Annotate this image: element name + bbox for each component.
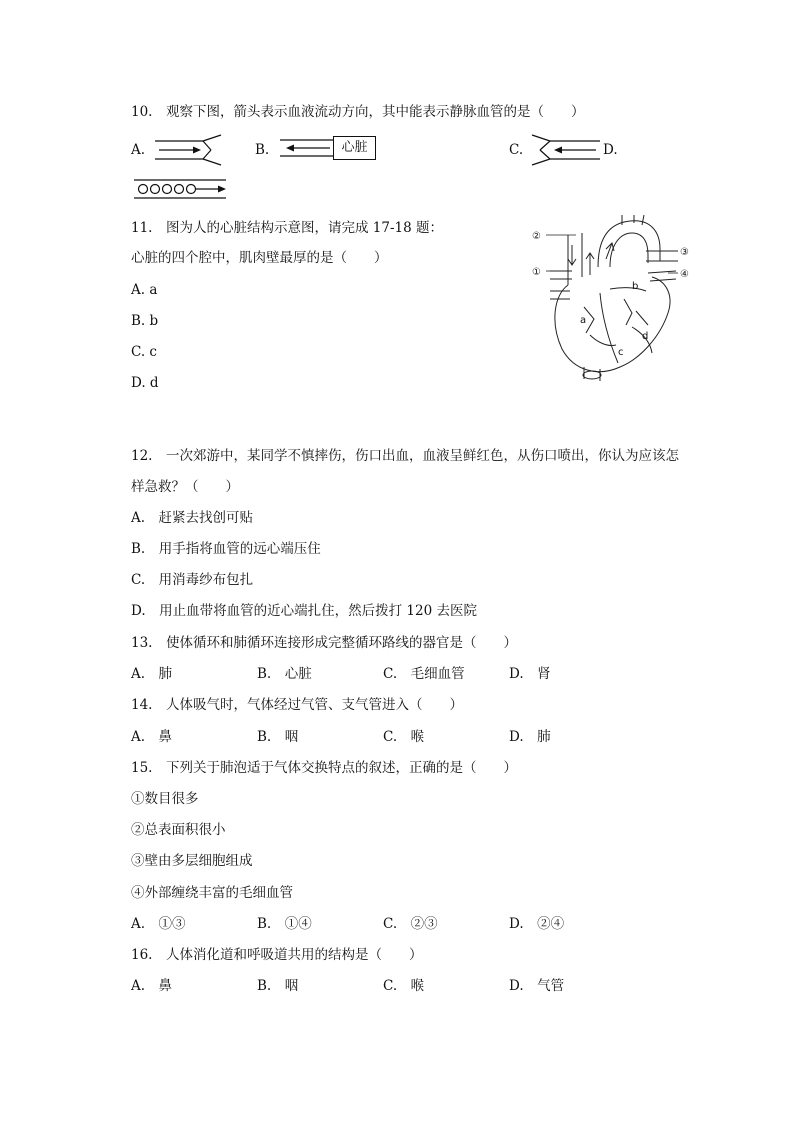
- heart-structure-diagram: [528, 215, 698, 385]
- heart-label-1: ①: [532, 267, 541, 278]
- q13-option-c: C. 毛细血管: [383, 666, 465, 682]
- q15-item-3: ③壁由多层细胞组成: [131, 853, 253, 869]
- q15-stem: 15. 下列关于肺泡适于气体交换特点的叙述，正确的是（ ）: [131, 760, 517, 776]
- heart-label-2: ②: [532, 231, 541, 242]
- q15-option-a: A. ①③: [131, 916, 186, 932]
- q12-stem-line2: 样急救？（ ）: [131, 479, 239, 495]
- q12-option-d: D. 用止血带将血管的近心端扎住，然后拨打 120 去医院: [131, 603, 477, 619]
- q11-subquestion: 心脏的四个腔中，肌肉壁最厚的是（ ）: [131, 250, 388, 266]
- q12-stem-line1: 12. 一次郊游中，某同学不慎摔伤，伤口出血，血液呈鲜红色，从伤口喷出，你认为应该怎: [131, 448, 679, 464]
- q11-option-d: D. d: [131, 375, 159, 391]
- q10-option-d-label: D.: [603, 142, 618, 158]
- q16-option-a: A. 鼻: [131, 978, 173, 994]
- q14-option-c: C. 喉: [383, 729, 425, 745]
- q10-option-c-vessel-figure: [530, 134, 602, 166]
- q16-option-c: C. 喉: [383, 978, 425, 994]
- heart-chamber-d: d: [642, 331, 649, 342]
- q15-item-4: ④外部缠绕丰富的毛细血管: [131, 885, 293, 901]
- q13-option-a: A. 肺: [131, 666, 173, 682]
- q15-option-d: D. ②④: [509, 916, 565, 932]
- q14-option-a: A. 鼻: [131, 729, 173, 745]
- q12-option-b: B. 用手指将血管的远心端压住: [131, 541, 321, 557]
- q14-stem: 14. 人体吸气时，气体经过气管、支气管进入（ ）: [131, 697, 463, 713]
- q10-option-a-vessel-figure: [153, 134, 228, 166]
- q10-option-d-capillary-figure: [134, 178, 230, 200]
- heart-chamber-b: b: [632, 281, 639, 292]
- q16-option-d: D. 气管: [509, 978, 565, 994]
- q11-option-b: B. b: [131, 313, 159, 329]
- q16-stem: 16. 人体消化道和呼吸道共用的结构是（ ）: [131, 947, 423, 963]
- heart-label-3: ③: [680, 247, 689, 258]
- q11-option-c: C. c: [131, 344, 157, 360]
- q10-option-b-vessel-figure: [280, 136, 334, 162]
- q13-stem: 13. 使体循环和肺循环连接形成完整循环路线的器官是（ ）: [131, 635, 517, 651]
- q12-option-a: A. 赶紧去找创可贴: [131, 510, 254, 526]
- heart-label-4: ④: [680, 269, 689, 280]
- q15-item-2: ②总表面积很小: [131, 822, 226, 838]
- q13-option-b: B. 心脏: [257, 666, 312, 682]
- q10-option-c-label: C.: [509, 142, 524, 158]
- q16-option-b: B. 咽: [257, 978, 299, 994]
- q14-option-b: B. 咽: [257, 729, 299, 745]
- q11-stem: 11. 图为人的心脏结构示意图，请完成 17-18 题：: [131, 220, 443, 236]
- q10-option-a-label: A.: [131, 142, 146, 158]
- q10-heart-box: 心脏: [333, 136, 376, 160]
- heart-chamber-c: c: [618, 347, 624, 358]
- q12-option-c: C. 用消毒纱布包扎: [131, 572, 254, 588]
- q15-option-b: B. ①④: [257, 916, 312, 932]
- q14-option-d: D. 肺: [509, 729, 551, 745]
- q13-option-d: D. 肾: [509, 666, 551, 682]
- heart-chamber-a: a: [580, 315, 587, 326]
- q10-option-b-label: B.: [255, 142, 270, 158]
- q15-option-c: C. ②③: [383, 916, 438, 932]
- q10-stem: 10. 观察下图，箭头表示血液流动方向，其中能表示静脉血管的是（ ）: [131, 104, 585, 120]
- q15-item-1: ①数目很多: [131, 791, 199, 807]
- q11-option-a: A. a: [131, 282, 158, 298]
